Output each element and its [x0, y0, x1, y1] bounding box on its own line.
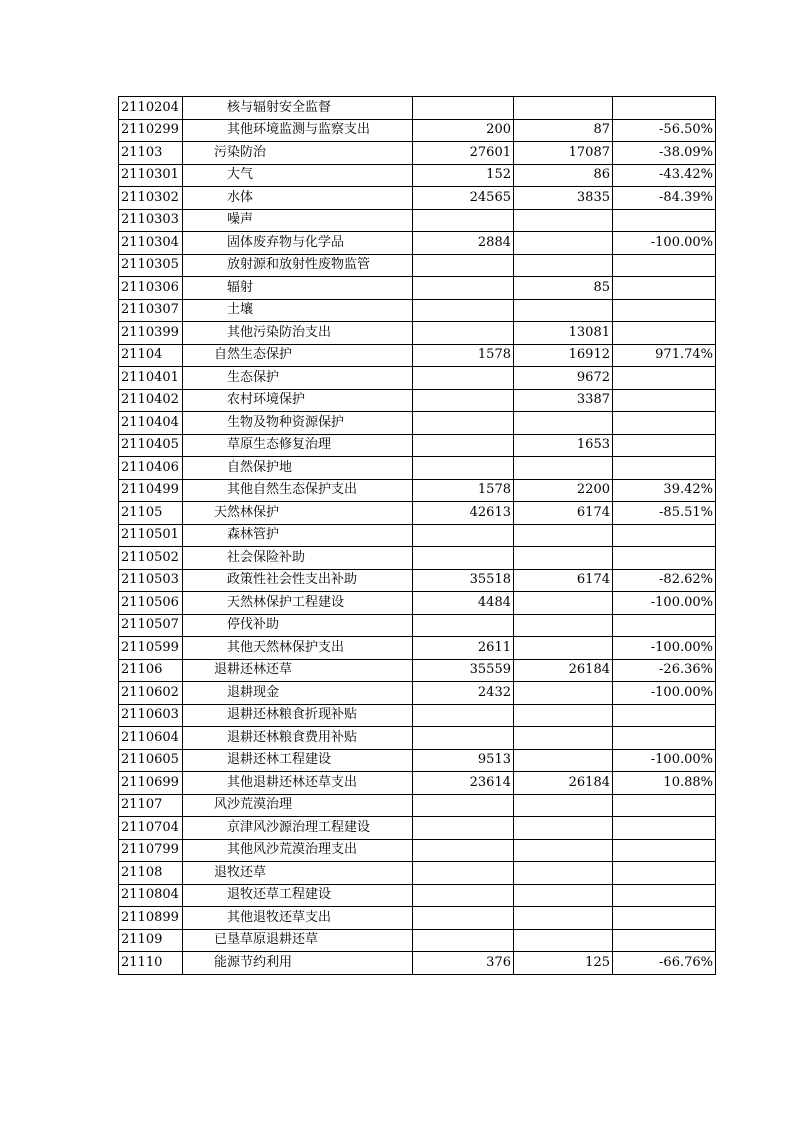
cell-change-percent — [613, 704, 716, 727]
table-row — [119, 592, 716, 615]
cell-code: 2110302 — [119, 187, 183, 210]
cell-name: 已垦草原退耕还草 — [183, 929, 413, 952]
cell-value-2 — [514, 884, 613, 907]
cell-name: 退耕现金 — [183, 682, 413, 705]
cell-name: 退牧还草 — [183, 862, 413, 885]
cell-name: 农村环境保护 — [183, 389, 413, 412]
cell-name: 其他风沙荒漠治理支出 — [183, 839, 413, 862]
cell-code: 2110404 — [119, 412, 183, 435]
cell-value-1: 2611 — [413, 637, 514, 660]
cell-value-1 — [413, 412, 514, 435]
cell-code: 2110304 — [119, 232, 183, 255]
table-row — [119, 479, 716, 502]
cell-name: 自然保护地 — [183, 457, 413, 480]
cell-code: 2110303 — [119, 209, 183, 232]
cell-value-2 — [514, 97, 613, 120]
cell-value-1: 42613 — [413, 502, 514, 525]
cell-code: 21107 — [119, 794, 183, 817]
cell-value-1 — [413, 907, 514, 930]
cell-value-2 — [514, 232, 613, 255]
cell-code: 2110401 — [119, 367, 183, 390]
cell-value-2 — [514, 209, 613, 232]
cell-value-1 — [413, 727, 514, 750]
table-row — [119, 344, 716, 367]
cell-change-percent: -56.50% — [613, 119, 716, 142]
cell-name: 辐射 — [183, 277, 413, 300]
cell-value-2 — [514, 682, 613, 705]
cell-name: 其他自然生态保护支出 — [183, 479, 413, 502]
cell-change-percent — [613, 457, 716, 480]
cell-change-percent — [613, 794, 716, 817]
cell-change-percent — [613, 907, 716, 930]
budget-table-body — [119, 97, 716, 975]
cell-change-percent: -43.42% — [613, 164, 716, 187]
cell-value-2 — [514, 524, 613, 547]
cell-name: 政策性社会性支出补助 — [183, 569, 413, 592]
cell-value-1 — [413, 862, 514, 885]
cell-change-percent — [613, 727, 716, 750]
cell-change-percent: -100.00% — [613, 682, 716, 705]
cell-value-1 — [413, 794, 514, 817]
cell-value-1 — [413, 254, 514, 277]
cell-code: 2110299 — [119, 119, 183, 142]
cell-name: 停伐补助 — [183, 614, 413, 637]
cell-name: 森林管护 — [183, 524, 413, 547]
cell-name: 能源节约利用 — [183, 952, 413, 975]
cell-code: 2110499 — [119, 479, 183, 502]
cell-value-1: 23614 — [413, 772, 514, 795]
cell-code: 21109 — [119, 929, 183, 952]
cell-value-1 — [413, 524, 514, 547]
cell-name: 其他退耕还林还草支出 — [183, 772, 413, 795]
table-row — [119, 187, 716, 210]
cell-change-percent — [613, 299, 716, 322]
cell-name: 大气 — [183, 164, 413, 187]
cell-change-percent — [613, 254, 716, 277]
cell-value-2 — [514, 299, 613, 322]
cell-value-2: 26184 — [514, 659, 613, 682]
cell-code: 21103 — [119, 142, 183, 165]
cell-change-percent — [613, 862, 716, 885]
cell-change-percent — [613, 434, 716, 457]
table-row — [119, 794, 716, 817]
table-row — [119, 164, 716, 187]
cell-change-percent — [613, 277, 716, 300]
cell-value-2: 85 — [514, 277, 613, 300]
cell-code: 21110 — [119, 952, 183, 975]
table-row — [119, 569, 716, 592]
table-row — [119, 457, 716, 480]
table-row — [119, 209, 716, 232]
cell-name: 退耕还林工程建设 — [183, 749, 413, 772]
cell-code: 2110503 — [119, 569, 183, 592]
cell-change-percent — [613, 524, 716, 547]
cell-name: 其他退牧还草支出 — [183, 907, 413, 930]
cell-code: 2110501 — [119, 524, 183, 547]
cell-value-1: 376 — [413, 952, 514, 975]
cell-change-percent: -85.51% — [613, 502, 716, 525]
cell-name: 其他环境监测与监察支出 — [183, 119, 413, 142]
cell-value-1: 200 — [413, 119, 514, 142]
cell-value-1: 1578 — [413, 479, 514, 502]
cell-value-1 — [413, 929, 514, 952]
cell-value-2 — [514, 749, 613, 772]
cell-value-2: 86 — [514, 164, 613, 187]
table-row — [119, 637, 716, 660]
cell-value-2 — [514, 614, 613, 637]
cell-change-percent: -38.09% — [613, 142, 716, 165]
cell-name: 天然林保护工程建设 — [183, 592, 413, 615]
cell-change-percent — [613, 839, 716, 862]
cell-change-percent: -82.62% — [613, 569, 716, 592]
cell-value-2 — [514, 862, 613, 885]
cell-code: 2110307 — [119, 299, 183, 322]
cell-value-2 — [514, 817, 613, 840]
cell-value-2 — [514, 839, 613, 862]
cell-name: 京津风沙源治理工程建设 — [183, 817, 413, 840]
cell-value-1: 35559 — [413, 659, 514, 682]
cell-value-2 — [514, 457, 613, 480]
cell-value-1 — [413, 322, 514, 345]
cell-value-1 — [413, 389, 514, 412]
cell-change-percent: 39.42% — [613, 479, 716, 502]
cell-change-percent: -100.00% — [613, 637, 716, 660]
cell-name: 退耕还林还草 — [183, 659, 413, 682]
table-row — [119, 862, 716, 885]
cell-change-percent — [613, 209, 716, 232]
cell-name: 噪声 — [183, 209, 413, 232]
cell-code: 2110204 — [119, 97, 183, 120]
cell-value-1: 1578 — [413, 344, 514, 367]
table-row — [119, 277, 716, 300]
cell-code: 21105 — [119, 502, 183, 525]
cell-change-percent — [613, 614, 716, 637]
cell-name: 核与辐射安全监督 — [183, 97, 413, 120]
cell-code: 21106 — [119, 659, 183, 682]
table-row — [119, 727, 716, 750]
table-row — [119, 97, 716, 120]
cell-value-2: 3835 — [514, 187, 613, 210]
cell-name: 退牧还草工程建设 — [183, 884, 413, 907]
cell-change-percent — [613, 412, 716, 435]
cell-code: 2110405 — [119, 434, 183, 457]
table-row — [119, 929, 716, 952]
cell-value-1 — [413, 884, 514, 907]
table-row — [119, 547, 716, 570]
cell-value-1 — [413, 817, 514, 840]
cell-code: 21104 — [119, 344, 183, 367]
table-row — [119, 704, 716, 727]
table-row — [119, 299, 716, 322]
table-row — [119, 322, 716, 345]
table-row — [119, 412, 716, 435]
cell-change-percent: -100.00% — [613, 232, 716, 255]
cell-value-1: 24565 — [413, 187, 514, 210]
table-row — [119, 524, 716, 547]
cell-code: 2110604 — [119, 727, 183, 750]
cell-value-2: 2200 — [514, 479, 613, 502]
cell-change-percent — [613, 547, 716, 570]
cell-value-2: 16912 — [514, 344, 613, 367]
cell-value-2: 6174 — [514, 502, 613, 525]
cell-name: 其他天然林保护支出 — [183, 637, 413, 660]
cell-value-2 — [514, 254, 613, 277]
cell-value-2: 17087 — [514, 142, 613, 165]
cell-value-1 — [413, 209, 514, 232]
cell-value-1 — [413, 704, 514, 727]
cell-name: 退耕还林粮食折现补贴 — [183, 704, 413, 727]
cell-value-2 — [514, 592, 613, 615]
cell-name: 放射源和放射性废物监管 — [183, 254, 413, 277]
cell-value-2 — [514, 794, 613, 817]
cell-value-1 — [413, 97, 514, 120]
cell-value-1: 35518 — [413, 569, 514, 592]
cell-code: 2110605 — [119, 749, 183, 772]
cell-value-1 — [413, 839, 514, 862]
cell-value-1 — [413, 434, 514, 457]
cell-code: 2110507 — [119, 614, 183, 637]
cell-value-2 — [514, 547, 613, 570]
cell-change-percent — [613, 367, 716, 390]
cell-name: 自然生态保护 — [183, 344, 413, 367]
table-row — [119, 839, 716, 862]
cell-value-2: 87 — [514, 119, 613, 142]
cell-change-percent — [613, 884, 716, 907]
table-row — [119, 682, 716, 705]
cell-name: 土壤 — [183, 299, 413, 322]
cell-value-1 — [413, 277, 514, 300]
cell-value-2 — [514, 637, 613, 660]
cell-name: 草原生态修复治理 — [183, 434, 413, 457]
table-row — [119, 614, 716, 637]
cell-name: 生态保护 — [183, 367, 413, 390]
cell-change-percent: 971.74% — [613, 344, 716, 367]
cell-value-2: 9672 — [514, 367, 613, 390]
table-row — [119, 817, 716, 840]
cell-change-percent: -26.36% — [613, 659, 716, 682]
cell-change-percent: -66.76% — [613, 952, 716, 975]
cell-code: 2110799 — [119, 839, 183, 862]
cell-change-percent — [613, 929, 716, 952]
cell-code: 2110699 — [119, 772, 183, 795]
cell-code: 2110301 — [119, 164, 183, 187]
cell-change-percent: -100.00% — [613, 592, 716, 615]
cell-code: 2110502 — [119, 547, 183, 570]
cell-value-2: 13081 — [514, 322, 613, 345]
cell-value-2 — [514, 907, 613, 930]
cell-change-percent: -84.39% — [613, 187, 716, 210]
cell-value-2: 1653 — [514, 434, 613, 457]
table-row — [119, 434, 716, 457]
cell-value-1: 152 — [413, 164, 514, 187]
table-row — [119, 952, 716, 975]
cell-value-1 — [413, 547, 514, 570]
cell-name: 生物及物种资源保护 — [183, 412, 413, 435]
cell-value-2 — [514, 412, 613, 435]
cell-code: 2110305 — [119, 254, 183, 277]
cell-code: 2110899 — [119, 907, 183, 930]
cell-code: 2110406 — [119, 457, 183, 480]
cell-change-percent: 10.88% — [613, 772, 716, 795]
cell-name: 其他污染防治支出 — [183, 322, 413, 345]
cell-value-1: 4484 — [413, 592, 514, 615]
cell-code: 2110399 — [119, 322, 183, 345]
cell-change-percent — [613, 97, 716, 120]
cell-value-2: 6174 — [514, 569, 613, 592]
cell-code: 21108 — [119, 862, 183, 885]
table-row — [119, 749, 716, 772]
cell-code: 2110306 — [119, 277, 183, 300]
table-row — [119, 502, 716, 525]
cell-value-1 — [413, 367, 514, 390]
cell-value-2: 26184 — [514, 772, 613, 795]
cell-code: 2110506 — [119, 592, 183, 615]
table-row — [119, 389, 716, 412]
cell-code: 2110402 — [119, 389, 183, 412]
table-row — [119, 367, 716, 390]
table-row — [119, 659, 716, 682]
cell-change-percent — [613, 322, 716, 345]
cell-name: 污染防治 — [183, 142, 413, 165]
cell-change-percent — [613, 389, 716, 412]
cell-value-2 — [514, 929, 613, 952]
cell-code: 2110603 — [119, 704, 183, 727]
table-row — [119, 907, 716, 930]
table-row — [119, 119, 716, 142]
cell-value-2 — [514, 727, 613, 750]
cell-name: 风沙荒漠治理 — [183, 794, 413, 817]
cell-code: 2110602 — [119, 682, 183, 705]
cell-value-1 — [413, 457, 514, 480]
cell-value-2: 3387 — [514, 389, 613, 412]
cell-name: 水体 — [183, 187, 413, 210]
cell-value-1: 2432 — [413, 682, 514, 705]
cell-code: 2110704 — [119, 817, 183, 840]
cell-name: 社会保险补助 — [183, 547, 413, 570]
cell-code: 2110599 — [119, 637, 183, 660]
table-row — [119, 884, 716, 907]
budget-table — [118, 96, 716, 975]
cell-value-1: 2884 — [413, 232, 514, 255]
table-row — [119, 254, 716, 277]
cell-value-1: 9513 — [413, 749, 514, 772]
cell-name: 天然林保护 — [183, 502, 413, 525]
cell-change-percent — [613, 817, 716, 840]
cell-value-2 — [514, 704, 613, 727]
cell-value-1: 27601 — [413, 142, 514, 165]
table-row — [119, 232, 716, 255]
cell-value-1 — [413, 614, 514, 637]
cell-name: 固体废弃物与化学品 — [183, 232, 413, 255]
cell-value-1 — [413, 299, 514, 322]
cell-value-2: 125 — [514, 952, 613, 975]
cell-change-percent: -100.00% — [613, 749, 716, 772]
cell-code: 2110804 — [119, 884, 183, 907]
table-row — [119, 772, 716, 795]
table-row — [119, 142, 716, 165]
cell-name: 退耕还林粮食费用补贴 — [183, 727, 413, 750]
